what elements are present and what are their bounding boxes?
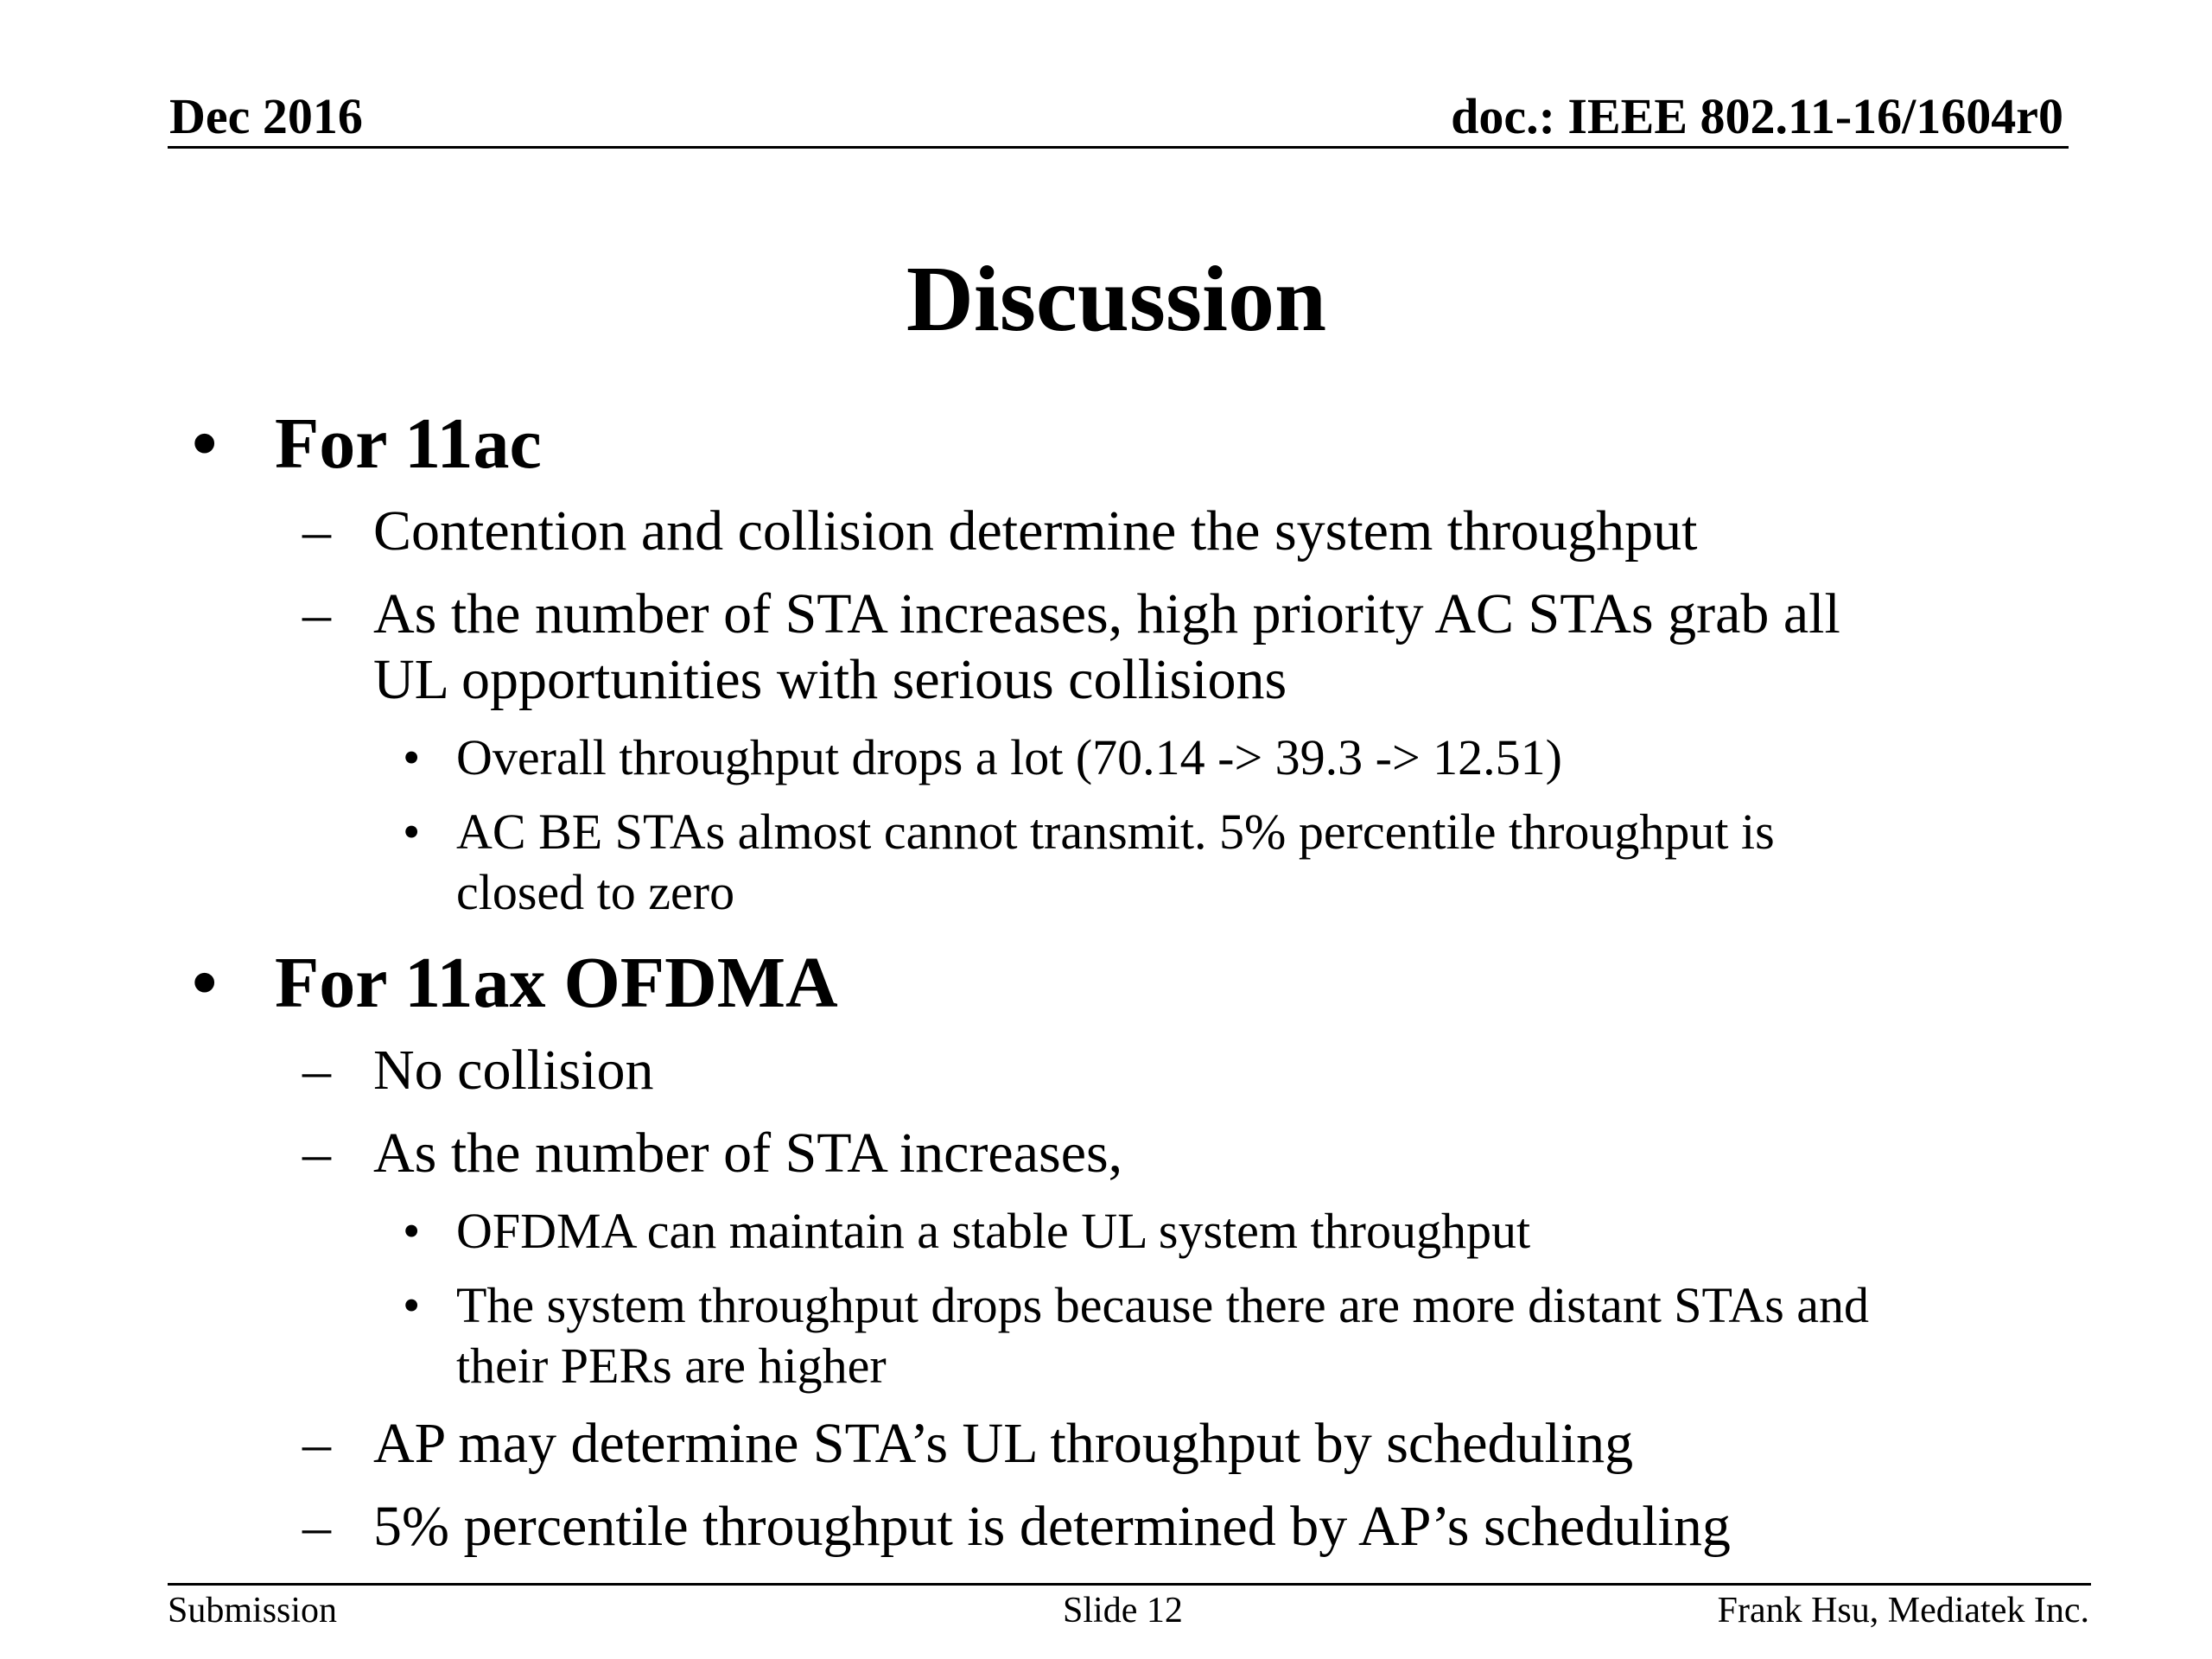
footer-author: Frank Hsu, Mediatek Inc.	[1717, 1591, 2089, 1630]
header-divider	[168, 146, 2069, 149]
footer-slide-number: Slide 12	[1063, 1591, 1183, 1630]
dash-marker: –	[302, 1412, 331, 1475]
bullet-marker: •	[403, 1203, 421, 1259]
header-doc-id: doc.: IEEE 802.11-16/1604r0	[1451, 88, 2063, 144]
list-item-line: AP may determine STA’s UL throughput by scheduling	[373, 1412, 1634, 1475]
list-item-line: Contention and collision determine the system throughput	[373, 499, 1698, 563]
dash-marker: –	[302, 1495, 331, 1558]
list-item-line: UL opportunities with serious collisions	[373, 648, 1287, 711]
sub-item-line: OFDMA can maintain a stable UL system throughput	[456, 1203, 1531, 1259]
section-heading: For 11ac	[275, 404, 542, 484]
sub-item-line: AC BE STAs almost cannot transmit. 5% percentile throughput is	[456, 804, 1775, 860]
section-heading: For 11ax OFDMA	[275, 943, 838, 1023]
list-item-line: As the number of STA increases, high priority AC STAs grab all	[373, 582, 1840, 645]
footer-divider	[168, 1583, 2091, 1586]
bullet-marker: •	[403, 1277, 421, 1333]
sub-item-line: closed to zero	[456, 864, 735, 920]
list-item-line: As the number of STA increases,	[373, 1122, 1123, 1185]
dash-marker: –	[302, 1122, 331, 1185]
dash-marker: –	[302, 582, 331, 645]
footer-submission: Submission	[168, 1591, 338, 1630]
slide-title: Discussion	[906, 248, 1327, 351]
bullet-marker: •	[192, 943, 218, 1023]
header-date: Dec 2016	[169, 88, 363, 144]
dash-marker: –	[302, 499, 331, 563]
bullet-marker: •	[403, 804, 421, 860]
sub-item-line: Overall throughput drops a lot (70.14 -> 39.3 -> 12.51)	[456, 729, 1562, 785]
list-item-line: 5% percentile throughput is determined by AP’s scheduling	[373, 1495, 1731, 1558]
list-item-line: No collision	[373, 1039, 654, 1102]
sub-item-line: The system throughput drops because there are more distant STAs and	[456, 1277, 1870, 1333]
bullet-marker: •	[403, 729, 421, 785]
dash-marker: –	[302, 1039, 331, 1102]
bullet-marker: •	[192, 404, 218, 484]
sub-item-line: their PERs are higher	[456, 1338, 887, 1394]
